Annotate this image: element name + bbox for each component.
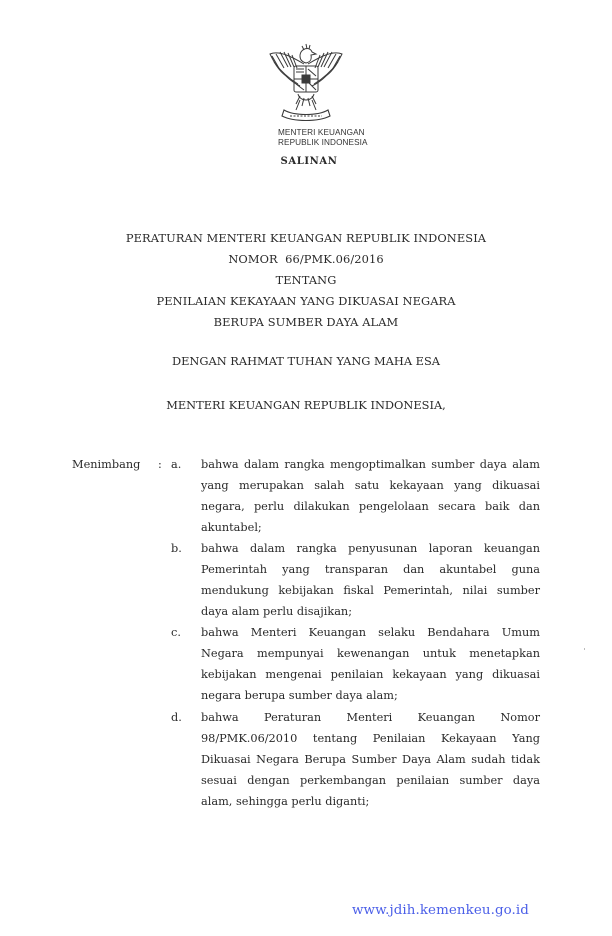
item-text: bahwa dalam rangka mengoptimalkan sumber daya alam yang merupakan salah satu kekayaan yang dikuasai negara, perlu dilakukan pengelolaan secara baik dan akuntabel; [201,458,540,534]
jdih-website-link[interactable]: www.jdih.kemenkeu.go.id [352,903,529,918]
garuda-emblem-icon [266,40,346,126]
considering-colon: : [158,458,162,471]
title-line-subject-2: BERUPA SUMBER DAYA ALAM [213,315,399,329]
item-letter: c. [171,626,181,639]
scan-artifact [584,648,585,650]
copy-stamp: SALINAN [280,156,338,167]
item-text: bahwa dalam rangka penyusunan laporan keuangan Pemerintah yang transparan dan akuntabel guna mendukung kebijakan fiskal Pemerintah, nilai sumber daya alam perlu disajikan; [201,542,540,618]
title-line-number: NOMOR 66/PMK.06/2016 [228,252,384,266]
item-letter: b. [171,542,182,555]
ministry-line-1: MENTERI KEUANGAN [278,128,365,137]
title-line-subject-1: PENILAIAN KEKAYAAN YANG DIKUASAI NEGARA [156,294,456,308]
invocation: DENGAN RAHMAT TUHAN YANG MAHA ESA [171,354,441,368]
item-letter: d. [171,711,182,724]
item-letter: a. [171,458,182,471]
issuer-heading: MENTERI KEUANGAN REPUBLIK INDONESIA, [166,398,446,412]
ministry-line-2: REPUBLIK INDONESIA [278,138,368,147]
item-text: bahwa Menteri Keuangan selaku Bendahara Umum Negara mempunyai kewenangan untuk menetapkan kebijakan mengenai penilaian kekayaan yang dikuasai negara berupa sumber daya alam; [201,626,540,702]
item-text: bahwa Peraturan Menteri Keuangan Nomor 98/PMK.06/2010 tentang Penilaian Kekayaan Yang Dikuasai Negara Berupa Sumber Daya Alam sudah tidak sesuai dengan perkembangan penilaian sumber daya alam, sehingga perlu diganti; [201,711,540,808]
title-line-tentang: TENTANG [275,273,337,287]
considering-label: Menimbang [72,458,141,471]
ministry-letterhead [278,128,368,148]
regulation-title [0,228,612,333]
title-line-regulation: PERATURAN MENTERI KEUANGAN REPUBLIK INDONESIA [125,231,487,245]
